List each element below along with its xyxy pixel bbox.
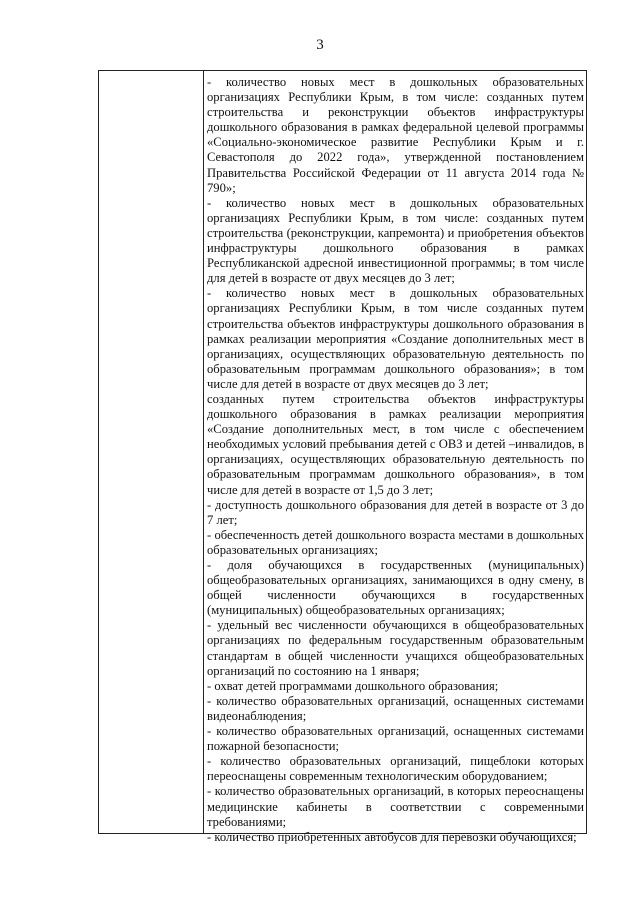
column-divider	[203, 71, 204, 833]
page-number: 3	[316, 37, 324, 53]
indicator-item: - количество образовательных организаций, пищеблоки которых переоснащены современным технологическим оборудованием;	[207, 754, 584, 784]
indicator-item: - количество образовательных организаций, оснащенных системами видеонаблюдения;	[207, 693, 584, 723]
indicator-item: - количество новых мест в дошкольных образовательных организациях Республики Крым, в том числе созданных путем строительства объектов инфраструктуры дошкольного образования в рамках реализации мероприятия «Создание дополнительных мест в организациях, осуществляющих образовательную деятельность по образовательным программам дошкольного образования»; в том числе для детей в возрасте от двух месяцев до 3 лет;	[207, 286, 584, 391]
indicator-item: - доля обучающихся в государственных (муниципальных) общеобразовательных организациях, занимающихся в одну смену, в общей численности обучающихся в государственных (муниципальных) общеобразовательных организациях;	[207, 558, 584, 618]
indicator-item: - количество приобретенных автобусов для перевозки обучающихся;	[207, 829, 577, 844]
indicators-table	[98, 70, 587, 844]
table-left-cell	[99, 71, 203, 833]
indicator-item: - охват детей программами дошкольного образования;	[207, 678, 499, 693]
indicator-item: созданных путем строительства объектов инфраструктуры дошкольного образования в рамках реализации мероприятия «Создание дополнительных мест, в том числе с обеспечением необходимых условий пребывания детей с ОВЗ и детей –инвалидов, в организациях, осуществляющих образовательную деятельность по образовательным программам дошкольного образования», в том числе для детей в возрасте от 1,5 до 3 лет;	[207, 391, 584, 497]
indicator-item: - количество новых мест в дошкольных образовательных организациях Республики Крым, в том числе: созданных путем строительства и реконструкции объектов инфраструктуры дошкольного образования в рамках федеральной целевой программы «Социально-экономическое развитие Республики Крым и г. Севастополя до 2022 года», утвержденной постановлением Правительства Российской Федерации от 11 августа 2014 года № 790»;	[207, 75, 584, 195]
indicator-item: - удельный вес численности обучающихся в общеобразовательных организациях по федеральным государственным образовательным стандартам в общей численности учащихся общеобразовательных организаций по состоянию на 1 января;	[207, 618, 584, 678]
indicator-item: - количество образовательных организаций, оснащенных системами пожарной безопасности;	[207, 724, 584, 754]
indicator-item: - обеспеченность детей дошкольного возраста местами в дошкольных образовательных организациях;	[207, 527, 584, 557]
table-right-cell	[207, 75, 584, 845]
indicator-item: - количество новых мест в дошкольных образовательных организациях Республики Крым, в том числе: созданных путем строительства (реконструкции, капремонта) и приобретения объектов инфраструктуры дошкольного образования в рамках Республиканской адресной инвестиционной программы; в том числе для детей в возрасте от двух месяцев до 3 лет;	[207, 195, 584, 286]
indicator-item: - количество образовательных организаций, в которых переоснащены медицинские кабинеты в соответствии с современными требованиями;	[207, 784, 584, 829]
indicator-item: - доступность дошкольного образования для детей в возрасте от 3 до 7 лет;	[207, 497, 584, 527]
